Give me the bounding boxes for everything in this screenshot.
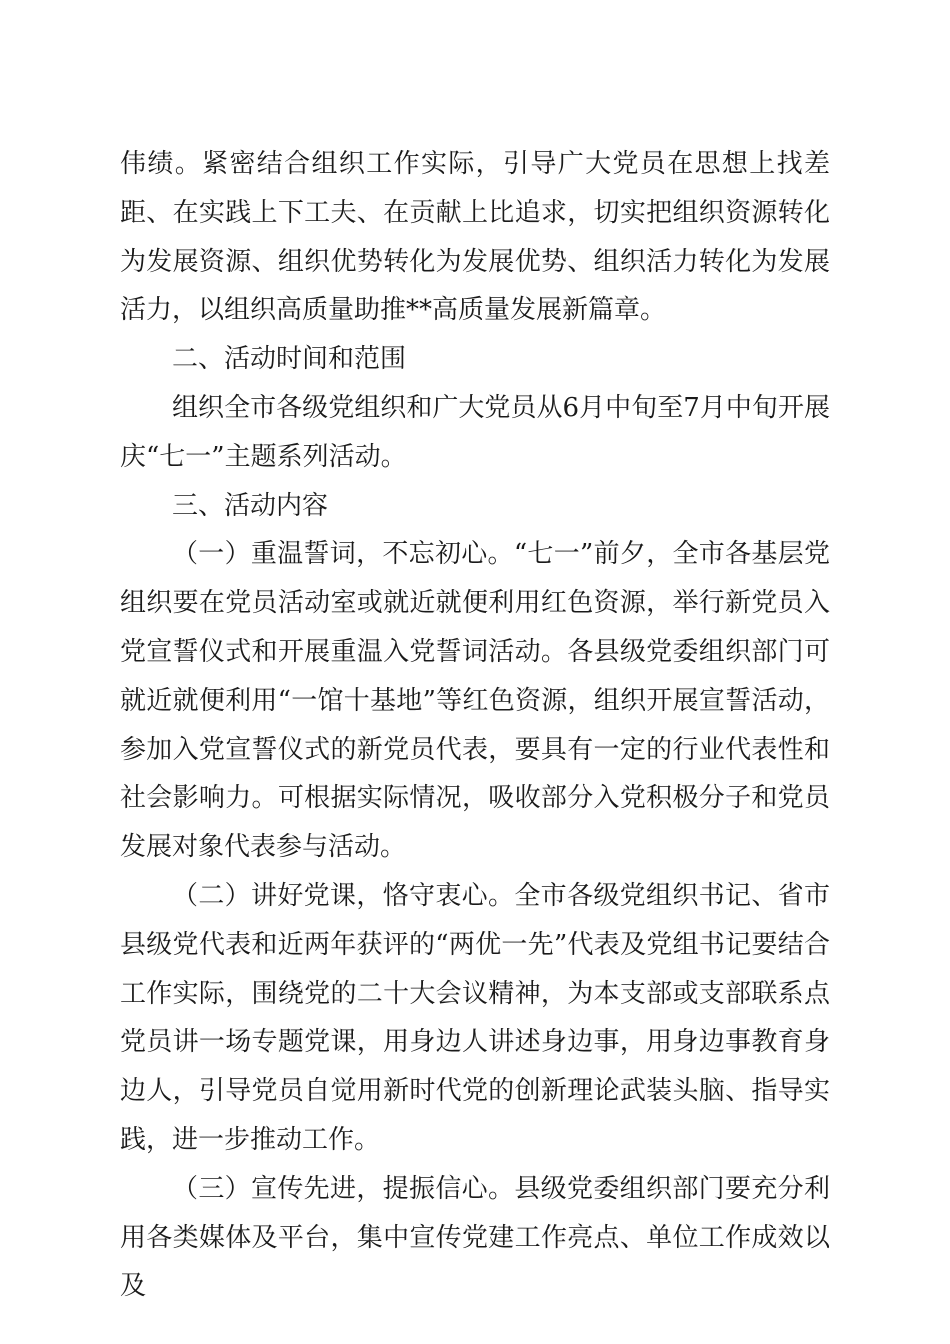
activity-item-lead: （一）重温誓词，不忘初心。 bbox=[172, 539, 514, 570]
activity-item-lead: （三）宣传先进，提振信心。 bbox=[172, 1173, 515, 1204]
activity-item-party-lecture bbox=[120, 872, 830, 1165]
activity-item-publicity bbox=[120, 1165, 830, 1311]
opening-paragraph: 伟绩。紧密结合组织工作实际，引导广大党员在思想上找差距、在实践上下工夫、在贡献上比追求，切实把组织资源转化为发展资源、组织优势转化为发展优势、组织活力转化为发展活力，以组织高质量助推**高质量发展新篇章。 bbox=[120, 149, 830, 326]
activity-item-oath bbox=[120, 530, 830, 872]
activity-item-body: 县级党委组织部门要充分利用各类媒体及平台，集中宣传党建工作亮点、单位工作成效以及 bbox=[120, 1173, 830, 1302]
section-time-scope-body: 组织全市各级党组织和广大党员从6月中旬至7月中旬开展庆“七一”主题系列活动。 bbox=[120, 392, 830, 472]
section-heading-time-scope: 二、活动时间和范围 bbox=[172, 344, 407, 375]
activity-item-lead: （二）讲好党课，恪守衷心。 bbox=[172, 880, 515, 911]
document-body bbox=[120, 140, 830, 1311]
activity-item-body: 全市各级党组织书记、省市县级党代表和近两年获评的“两优一先”代表及党组书记要结合工作实际，围绕党的二十大会议精神，为本支部或支部联系点党员讲一场专题党课，用身边人讲述身边事，用身边事教育身边人，引导党员自觉用新时代党的创新理论武装头脑、指导实践，进一步推动工作。 bbox=[120, 880, 830, 1155]
section-heading-activity-content: 三、活动内容 bbox=[172, 490, 329, 521]
activity-item-body: “七一”前夕，全市各基层党组织要在党员活动室或就近就便利用红色资源，举行新党员入党宣誓仪式和开展重温入党誓词活动。各县级党委组织部门可就近就便利用“一馆十基地”等红色资源，组织开展宣誓活动，参加入党宣誓仪式的新党员代表，要具有一定的行业代表性和社会影响力。可根据实际情况，吸收部分入党积极分子和党员发展对象代表参与活动。 bbox=[120, 539, 830, 863]
